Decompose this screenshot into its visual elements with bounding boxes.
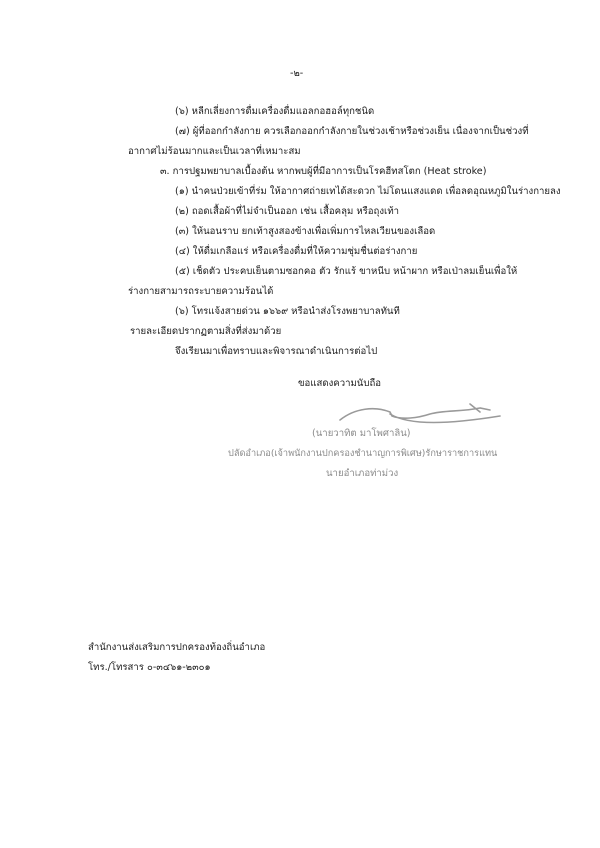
signatory-title-line-1: ปลัดอำเภอ(เจ้าพนักงานปกครองชำนาญการพิเศษ)รักษาราชการแทน [228, 448, 498, 459]
item-7-line-2: อากาศไม่ร้อนมากและเป็นเวลาที่เหมาะสม [128, 146, 301, 157]
details-line: รายละเอียดปรากฏตามสิ่งที่ส่งมาด้วย [130, 326, 282, 337]
section-3-item-1: (๑) นำคนป่วยเข้าที่ร่ม ให้อากาศถ่ายเทได้สะดวก ไม่โดนแสงแดด เพื่อลดอุณหภูมิในร่างกายลง [175, 186, 561, 197]
section-3-item-2: (๒) ถอดเสื้อผ้าที่ไม่จำเป็นออก เช่น เสื้อคลุม หรือถุงเท้า [175, 206, 400, 217]
regards-line: ขอแสดงความนับถือ [298, 378, 382, 389]
section-3-item-4: (๔) ให้ดื่มเกลือแร่ หรือเครื่องดื่มที่ให้ความชุ่มชื่นต่อร่างกาย [175, 246, 418, 257]
item-7-line-1: (๗) ผู้ที่ออกกำลังกาย ควรเลือกออกกำลังกายในช่วงเช้าหรือช่วงเย็น เนื่องจากเป็นช่วงที่ [175, 126, 529, 137]
signatory-title-line-2: นายอำเภอท่าม่วง [326, 468, 399, 479]
section-3-item-5-line-1: (๕) เช็ดตัว ประคบเย็นตามซอกคอ ตัว รักแร้ ขาหนีบ หน้าผาก หรือเป่าลมเย็นเพื่อให้ [175, 266, 518, 277]
signatory-name: (นายวาทิต มาโพศาลิน) [312, 428, 411, 439]
closing-line: จึงเรียนมาเพื่อทราบและพิจารณาดำเนินการต่อไป [175, 346, 378, 357]
page-number: -๒- [290, 68, 304, 79]
section-3-item-6: (๖) โทรแจ้งสายด่วน ๑๖๖๙ หรือนำส่งโรงพยาบาลทันที [175, 306, 400, 317]
section-3-heading: ๓. การปฐมพยาบาลเบื้องต้น หากพบผู้ที่มีอาการเป็นโรคฮีทสโตก (Heat stroke) [160, 166, 487, 177]
footer-office: สำนักงานส่งเสริมการปกครองท้องถิ่นอำเภอ [88, 642, 266, 653]
section-3-item-3: (๓) ให้นอนราบ ยกเท้าสูงสองข้างเพื่อเพิ่มการไหลเวียนของเลือด [175, 226, 436, 237]
footer-phone: โทร./โทรสาร ๐-๓๔๖๑-๒๓๐๑ [88, 662, 211, 673]
item-6: (๖) หลีกเลี่ยงการดื่มเครื่องดื่มแอลกอฮอล์ทุกชนิด [175, 106, 375, 117]
section-3-item-5-line-2: ร่างกายสามารถระบายความร้อนได้ [128, 286, 274, 297]
